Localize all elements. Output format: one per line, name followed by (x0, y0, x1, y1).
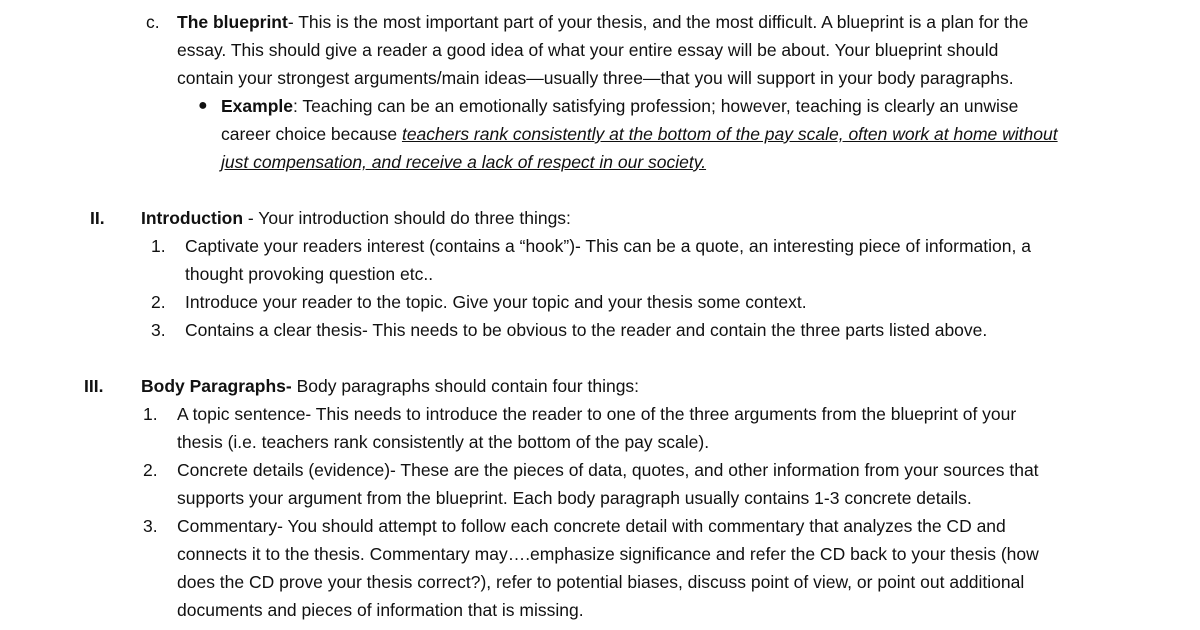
body-heading: Body Paragraphs- (141, 376, 292, 396)
intro-item-2-number: 2. (151, 292, 166, 312)
intro-item-1-number: 1. (151, 236, 166, 256)
body-item-3-line-2: connects it to the thesis. Commentary may….emphasize significance and refer the CD back to your thesis (how (177, 544, 1039, 564)
body-item-1-number: 1. (143, 404, 158, 424)
body-item-2-number: 2. (143, 460, 158, 480)
section-numeral-body: III. (84, 376, 104, 396)
blueprint-line-1: The blueprint- This is the most important part of your thesis, and the most difficult. A blueprint is a plan for the (177, 12, 1029, 32)
section-numeral-introduction: II. (90, 208, 105, 228)
example-line-2: career choice because teachers rank consistently at the bottom of the pay scale, often work at home without (221, 124, 1058, 144)
introduction-heading: Introduction (141, 208, 244, 228)
body-item-3-line-4: documents and pieces of information that is missing. (177, 600, 584, 620)
body-item-2-line-2: supports your argument from the blueprint. Each body paragraph usually contains 1-3 concrete details. (177, 488, 972, 508)
intro-item-1-line-2: thought provoking question etc.. (185, 264, 434, 284)
example-label: Example (221, 96, 293, 116)
example-line-1: Example: Teaching can be an emotionally satisfying profession; however, teaching is clearly an unwise (221, 96, 1019, 116)
blueprint-line-3: contain your strongest arguments/main ideas—usually three—that you will support in your body paragraphs. (177, 68, 1014, 88)
intro-item-2-line-1: Introduce your reader to the topic. Give your topic and your thesis some context. (185, 292, 807, 312)
bullet-icon: ● (198, 97, 208, 114)
body-item-3-line-1: Commentary- You should attempt to follow each concrete detail with commentary that analyzes the CD and (177, 516, 1006, 536)
blueprint-heading: The blueprint (177, 12, 288, 32)
body-item-3-line-3: does the CD prove your thesis correct?), refer to potential biases, discuss point of view, or point out additional (177, 572, 1025, 592)
example-line-3: just compensation, and receive a lack of respect in our society. (221, 152, 707, 172)
introduction-heading-line: Introduction - Your introduction should do three things: (141, 208, 571, 228)
intro-item-1-line-1: Captivate your readers interest (contains a “hook”)- This can be a quote, an interesting piece of information, a (185, 236, 1031, 256)
intro-item-3-line-1: Contains a clear thesis- This needs to be obvious to the reader and contain the three parts listed above. (185, 320, 988, 340)
intro-item-3-number: 3. (151, 320, 166, 340)
body-heading-line: Body Paragraphs- Body paragraphs should contain four things: (141, 376, 640, 396)
blueprint-marker: c. (146, 12, 160, 32)
blueprint-line-2: essay. This should give a reader a good idea of what your entire essay will be about. Your blueprint should (177, 40, 999, 60)
body-item-1-line-2: thesis (i.e. teachers rank consistently at the bottom of the pay scale). (177, 432, 710, 452)
body-item-1-line-1: A topic sentence- This needs to introduce the reader to one of the three arguments from the blueprint of your (177, 404, 1017, 424)
body-item-2-line-1: Concrete details (evidence)- These are the pieces of data, quotes, and other information from your sources that (177, 460, 1039, 480)
body-item-3-number: 3. (143, 516, 158, 536)
